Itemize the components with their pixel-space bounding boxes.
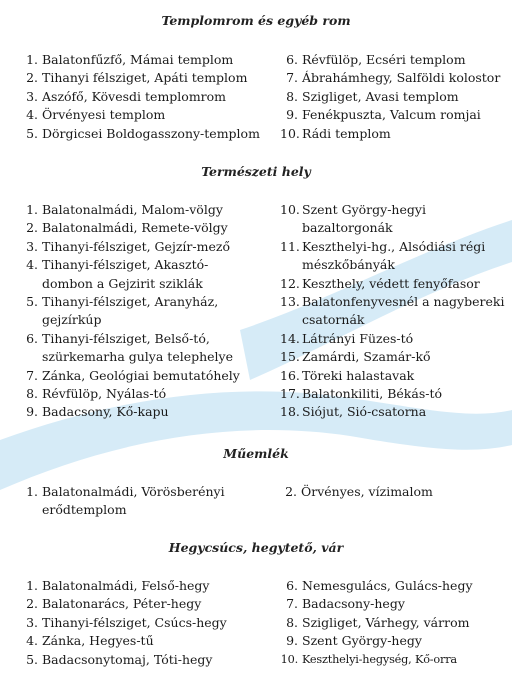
list-termeszeti-right xyxy=(280,201,508,422)
list-item: 10. Rádi templom xyxy=(280,125,391,141)
list-item: 2. Balatonalmádi, Remete-völgy xyxy=(26,220,228,236)
list-item: 2. Tihanyi félsziget, Apáti templom xyxy=(26,70,248,86)
list-item: 1. Balatonalmádi, Vörösberényi erődtemplom xyxy=(26,484,225,518)
list-item: 6. Révfülöp, Ecséri templom xyxy=(286,52,466,67)
list-muemlek-left xyxy=(26,483,271,520)
section-title-termeszeti-hely: Természeti hely xyxy=(201,164,311,179)
list-item: 2. Örvényes, vízimalom xyxy=(285,484,433,499)
list-item: 4. Zánka, Hegyes-tű xyxy=(26,633,154,649)
list-templomrom-right xyxy=(280,51,508,143)
list-item: 8. Szigliget, Avasi templom xyxy=(286,88,459,104)
list-templomrom-left xyxy=(26,51,271,143)
list-item: 11. Keszthelyi-hg., Alsódiási régi mészkőbányák xyxy=(280,238,486,273)
list-item: 5. Dörgicsei Boldogasszony-templom xyxy=(26,125,260,141)
section-title-templomrom: Templomrom és egyéb rom xyxy=(161,13,351,28)
list-item: 3. Aszófő, Kövesdi templomrom xyxy=(26,88,227,104)
list-item: 14. Látrányi Füzes-tó xyxy=(280,330,414,346)
list-item: 6. Nemesgulács, Gulács-hegy xyxy=(286,578,473,593)
list-item: 7. Zánka, Geológiai bemutatóhely xyxy=(26,367,240,383)
list-item: 15. Zamárdi, Szamár-kő xyxy=(280,349,431,365)
list-item: 5. Tihanyi-félsziget, Aranyház, gejzírkúp xyxy=(26,294,219,328)
list-hegycsucs-left xyxy=(26,577,271,669)
list-item: 3. Tihanyi-félsziget, Gejzír-mező xyxy=(26,238,230,254)
list-item: 7. Ábrahámhegy, Salföldi kolostor xyxy=(286,70,501,86)
list-item: 5. Badacsonytomaj, Tóti-hegy xyxy=(26,651,213,667)
list-item: 8. Révfülöp, Nyálas-tó xyxy=(26,386,167,402)
list-item: 1. Balatonfűzfő, Mámai templom xyxy=(26,52,234,67)
list-item: 4. Örvényesi templom xyxy=(26,107,166,123)
list-item: 9. Badacsony, Kő-kapu xyxy=(26,404,169,420)
list-item: 9. Szent György-hegy xyxy=(286,633,422,649)
list-muemlek-right xyxy=(285,483,508,501)
list-hegycsucs-right xyxy=(280,577,510,669)
list-item: 2. Balatonarács, Péter-hegy xyxy=(26,596,202,612)
list-item: 13. Balatonfenyvesnél a nagybereki csatornák xyxy=(280,294,505,328)
list-item: 6. Tihanyi-félsziget, Belső-tó, szürkemarha gulya telephelye xyxy=(26,330,234,365)
list-item: 1. Balatonalmádi, Malom-völgy xyxy=(26,202,223,217)
list-item: 1. Balatonalmádi, Felső-hegy xyxy=(26,578,210,593)
list-item: 17. Balatonkiliti, Békás-tó xyxy=(280,386,443,402)
list-item: 7. Badacsony-hegy xyxy=(286,596,405,612)
list-item: 9. Fenékpuszta, Valcum romjai xyxy=(286,107,481,123)
section-title-hegycsucs: Hegycsúcs, hegytető, vár xyxy=(168,540,344,555)
list-item: 18. Siójut, Sió-csatorna xyxy=(280,404,427,420)
list-item: 8. Szigliget, Várhegy, várrom xyxy=(286,614,470,630)
list-item: 10. Szent György-hegyi bazaltorgonák xyxy=(280,202,426,236)
list-item: 12. Keszthely, védett fenyőfasor xyxy=(280,275,480,291)
list-item: 4. Tihanyi-félsziget, Akasztó-dombon a Gejzirit sziklák xyxy=(26,257,209,291)
list-item: 3. Tihanyi-félsziget, Csúcs-hegy xyxy=(26,614,227,630)
list-item: 16. Töreki halastavak xyxy=(280,367,415,383)
list-termeszeti-left xyxy=(26,201,271,422)
list-item: 10. Keszthelyi-hegység, Kő-orra xyxy=(280,652,457,666)
section-title-muemlek: Műemlék xyxy=(223,446,289,461)
